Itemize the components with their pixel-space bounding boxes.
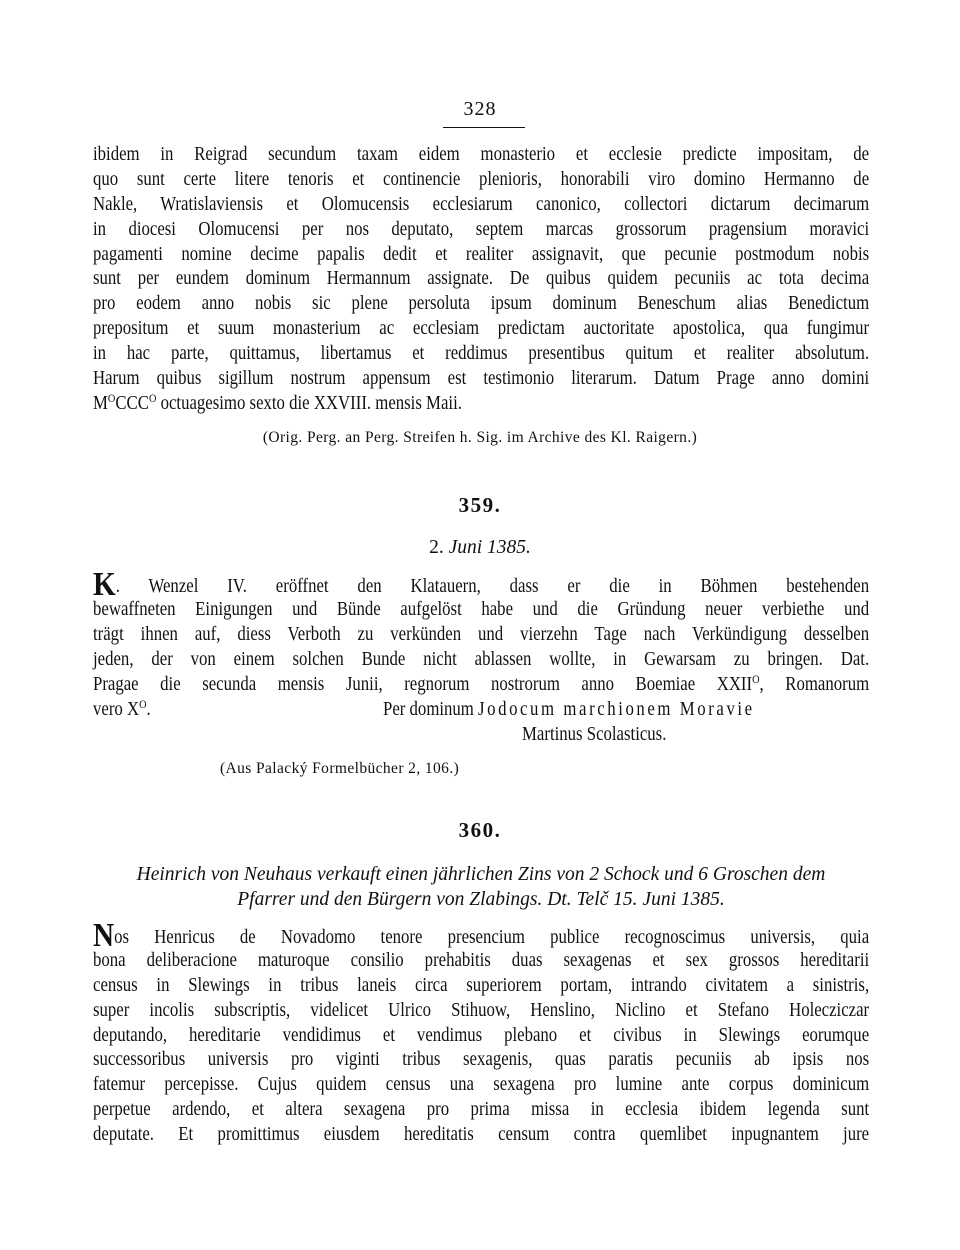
text-line: deputando, hereditarie vendidimus et vendimus plebano et civibus in Slewings eorumque <box>93 1024 870 1046</box>
regest-line: Heinrich von Neuhaus verkauft einen jährlichen Zins von 2 Schock und 6 Groschen dem <box>136 864 826 885</box>
text-line: pagamenti nomine decime papalis dedit et realiter assignavit, que pecunie postmodum nobis <box>93 243 870 265</box>
entry-359-text <box>93 566 870 697</box>
text-line: ibidem in Reigrad secundum taxam eidem monasterio et ecclesie predicte impositam, de <box>93 144 870 165</box>
text-span: vero X <box>93 699 140 720</box>
initial-letter: N <box>93 917 115 954</box>
text-line: deputate. Et promittimus eiusdem hereditatis censum contra quemlibet inpugnantem jure <box>93 1124 870 1146</box>
entry-date-359 <box>0 537 960 559</box>
text-line-vero <box>93 698 151 723</box>
text-line <box>93 917 870 954</box>
text-line: in hac parte, quittamus, libertamus et reddimus presentibus quitum et realiter absolutum. <box>93 343 870 365</box>
text-span: . Wenzel IV. eröffnet den Klatauern, dass er die in Böhmen bestehenden <box>115 576 870 597</box>
text-line: fatemur percepisse. Cujus quidem census una sexagena pro lumine ante corpus dominicum <box>93 1074 870 1096</box>
text-line: sunt per eundem dominum Hermannum assignate. De quibus quidem pecuniis ac tota decima <box>93 268 870 290</box>
text-span: Pragae die secunda mensis Junii, regnorum nostrorum anno Boemiae XXII <box>93 673 753 695</box>
entry-360-text <box>93 917 870 1148</box>
text-line: census in Slewings in tribus laneis circa superiorem portam, intrando civitatem a sinistris, <box>93 974 870 996</box>
superscript-o: O <box>148 390 157 405</box>
text-line <box>93 566 870 603</box>
date-month: Juni 1385. <box>448 537 531 558</box>
regest-line: Pfarrer und den Bürgern von Zlabings. Dt. Telč 15. Juni 1385. <box>237 889 725 910</box>
roman-ccc: CCC <box>115 392 149 414</box>
text-line: jeden, der von einem solchen Bunde nicht ablassen wollte, in Gewarsam zu bringen. Dat. <box>93 648 870 670</box>
superscript-o: O <box>107 390 116 405</box>
page-number-rule <box>443 127 525 128</box>
signatory: Martinus Scolasticus. <box>522 724 667 745</box>
entry-359-source: (Aus Palacký Formelbücher 2, 106.) <box>220 760 460 777</box>
text-line <box>93 673 869 698</box>
text-line: successoribus universis pro viginti tribus sexagenis, quas paratis pecuniis ab ipsis nos <box>93 1049 870 1071</box>
date-day: 2. <box>429 537 444 558</box>
text-line: perpetue ardendo, et altera sexagena pro prima missa in ecclesia ibidem legenda sunt <box>93 1099 870 1121</box>
per-dominum-line <box>383 698 755 723</box>
previous-entry-text <box>93 143 869 417</box>
entry-number-359: 359. <box>458 493 502 517</box>
superscript-o: O <box>752 671 760 686</box>
text-line-date <box>93 392 869 417</box>
text-line: pro eodem anno nobis sic plene persoluta ipsum dominum Beneschum alias Benedictum <box>93 293 870 315</box>
page-number: 328 <box>463 98 497 120</box>
text-line: Nakle, Wratislaviensis et Olomucensis ecclesiarum canonico, collectori dictarum decimarum <box>93 193 870 215</box>
text-line: Harum quibus sigillum nostrum appensum est testimonio literarum. Datum Prage anno domini <box>93 368 870 390</box>
text-line: in diocesi Olomucensi per nos deputato, septem marcas grossorum pragensium moravici <box>93 218 870 240</box>
entry-number-360: 360. <box>458 818 502 842</box>
text-line: quo sunt certe litere tenoris et continencie plenioris, honorabili viro domino Hermanno de <box>93 168 870 190</box>
per-dominum: Per dominum <box>383 699 474 720</box>
text-span: os Henricus de Novadomo tenore presencium publice recognoscimus universis, quia <box>114 927 870 948</box>
text-line: bewaffneten Einigungen und Bünde aufgelöst habe und die Gründung neuer verbiethe und <box>93 598 870 620</box>
text-span: , Romanorum <box>759 673 870 695</box>
entry-360-regest <box>93 862 869 912</box>
date-rest: octuagesimo sexto die XXVIII. mensis Maii. <box>156 392 462 414</box>
jodocum-marchionem: Jodocum marchionem Moravie <box>478 699 755 720</box>
previous-entry-source: (Orig. Perg. an Perg. Streifen h. Sig. im Archive des Kl. Raigern.) <box>262 429 698 446</box>
roman-m: M <box>93 392 108 414</box>
text-line: super incolis subscriptis, videlicet Ulrico Stihuow, Henslino, Niclino et Stefano Holecziczar <box>93 999 870 1021</box>
superscript-o: O <box>139 697 147 711</box>
text-line: bona deliberacione maturoque consilio prehabitis duas sexagenas et sex grossos hereditarii <box>93 949 870 971</box>
initial-letter: K <box>93 566 116 603</box>
text-line: prepositum et suum monasterium ac ecclesiam predictam auctoritate apostolica, qua fungimur <box>93 318 870 340</box>
text-line: trägt ihnen auf, diess Verboth zu verkünden und vierzehn Tage nach Verkündigung desselben <box>93 623 870 645</box>
text-span: . <box>146 699 151 720</box>
